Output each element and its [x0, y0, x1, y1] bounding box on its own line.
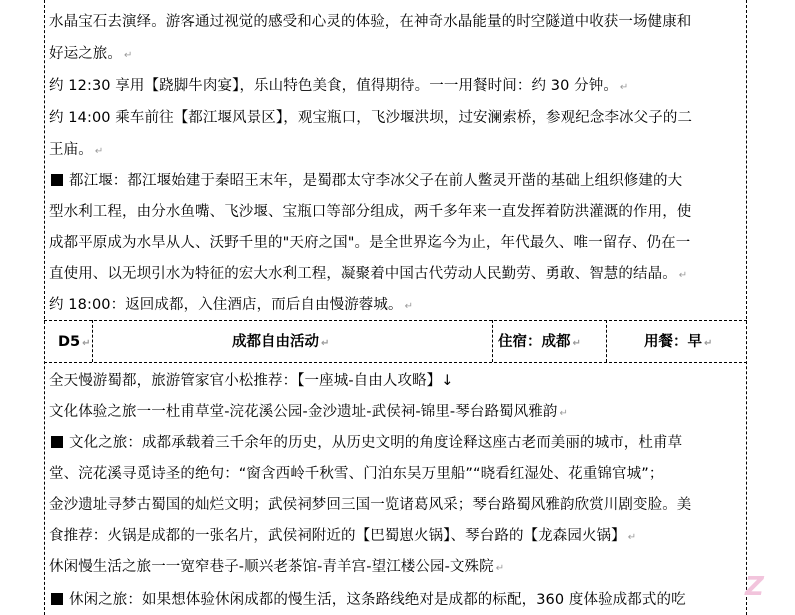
bullet-square-icon [51, 593, 63, 605]
cell-divider-3 [606, 320, 607, 362]
row-divider-bottom [44, 362, 747, 363]
paragraph-mark-icon: ↵ [627, 532, 637, 543]
paragraph-mark-icon: ↵ [94, 146, 104, 157]
text-line: 成都平原成为水旱从人、沃野千里的"天府之国"。是全世界迄今为止，年代最久、唯一留存、仍在一 [49, 235, 691, 251]
text-line: 文化之旅：成都承载着三千余年的历史，从历史文明的角度诠释这座古老而美丽的城市，杜甫草 [49, 433, 749, 453]
row-divider-top [44, 320, 747, 321]
text-line: 食推荐：火锅是成都的一张名片，武侯祠附近的【巴蜀崽火锅】、琴台路的【龙森园火锅】 ↵ [49, 528, 637, 544]
text-line: 王庙。 ↵ [49, 142, 104, 158]
text-line: 型水利工程，由分水鱼嘴、飞沙堰、宝瓶口等部分组成，两千多年来一直发挥着防洪灌溉的作用，使 [49, 204, 692, 220]
cell-divider-2 [492, 320, 493, 362]
paragraph-mark-icon: ↵ [321, 338, 330, 349]
paragraph-mark-icon: ↵ [678, 270, 688, 281]
text-line: 文化体验之旅一一杜甫草堂-浣花溪公园-金沙遗址-武侯祠-锦里-琴台路蜀风雅韵 ↵ [49, 404, 568, 420]
table-left-border [44, 0, 45, 615]
bullet-square-icon [51, 174, 63, 186]
text-line: 金沙遗址寻梦古蜀国的灿烂文明；武侯祠梦回三国一览诸葛风采；琴台路蜀风雅韵欣赏川剧变脸。美 [49, 497, 692, 513]
accommodation: 住宿：成都 ↵ [498, 334, 581, 350]
text-line: 全天慢游蜀都，旅游管家官小松推荐：【一座城-自由人攻略】↓ [49, 373, 454, 389]
day-title: 成都自由活动 ↵ [232, 334, 330, 350]
text-line: 约 18:00：返回成都，入住酒店，而后自由慢游蓉城。 ↵ [49, 297, 414, 313]
paragraph-mark-icon: ↵ [704, 338, 713, 349]
cell-divider-1 [92, 320, 93, 362]
paragraph-mark-icon: ↵ [495, 563, 505, 574]
text-line: 都江堰：都江堰始建于秦昭王末年，是蜀郡太守李冰父子在前人鳖灵开凿的基础上组织修建的大 [49, 171, 749, 191]
text-line: 休闲慢生活之旅一一宽窄巷子-顺兴老茶馆-青羊宫-望江楼公园-文殊院 ↵ [49, 559, 505, 575]
bullet-square-icon [51, 436, 63, 448]
text-line: 休闲之旅：如果想体验休闲成都的慢生活，这条路线绝对是成都的标配，360 度体验成都式的吃 [49, 590, 749, 610]
meals: 用餐：早 ↵ [644, 334, 713, 350]
text-line: 堂、浣花溪寻觅诗圣的绝句：“窗含西岭千秋雪、门泊东吴万里船”“晓看红湿处、花重锦官城”； [49, 466, 664, 482]
paragraph-mark-icon: ↵ [82, 338, 91, 349]
paragraph-mark-icon: ↵ [559, 408, 568, 419]
watermark-logo: Z [745, 572, 764, 602]
text-line: 约 12:30 享用【跷脚牛肉宴】，乐山特色美食，值得期待。一一用餐时间：约 30 分钟。 ↵ [49, 78, 629, 94]
text-line: 水晶宝石去演绎。游客通过视觉的感受和心灵的体验，在神奇水晶能量的时空隧道中收获一场健康和 [49, 14, 692, 30]
paragraph-mark-icon: ↵ [619, 82, 629, 93]
text-line: 直使用、以无坝引水为特征的宏大水利工程，凝聚着中国古代劳动人民勤劳、勇敢、智慧的结晶。 ↵ [49, 266, 688, 282]
day-number: D5 ↵ [58, 334, 91, 350]
paragraph-mark-icon: ↵ [404, 301, 414, 312]
paragraph-mark-icon: ↵ [124, 50, 133, 61]
paragraph-mark-icon: ↵ [572, 338, 581, 349]
text-line: 约 14:00 乘车前往【都江堰风景区】，观宝瓶口，飞沙堰洪坝，过安澜索桥，参观纪念李冰父子的二 [49, 110, 693, 126]
text-line: 好运之旅。 ↵ [49, 46, 133, 62]
